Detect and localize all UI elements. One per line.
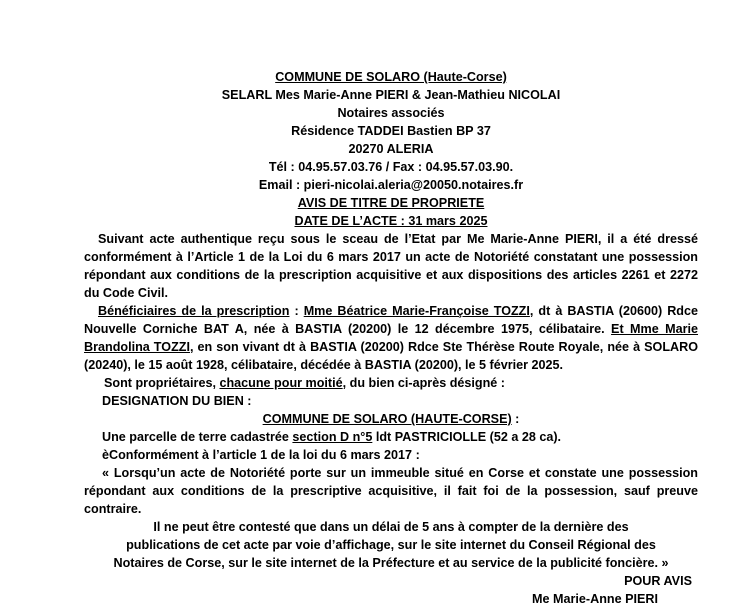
commune-heading: COMMUNE DE SOLARO (Haute-Corse) [275,70,507,84]
legal-notice [84,68,698,608]
beneficiaries-paragraph [84,302,698,374]
beneficiary-2-name: Et Mme Marie Brandolina TOZZI [84,322,699,354]
firm-email: Email : pieri-nicolai.aleria@20050.notaires.fr [258,178,524,192]
commune-designation: COMMUNE DE SOLARO (HAUTE-CORSE) : [262,412,520,426]
owners-line: Sont propriétaires, chacune pour moitié, du bien ci-après désigné : [104,376,505,390]
act-date: DATE DE L’ACTE : 31 mars 2025 [294,214,488,228]
parcel-line: Une parcelle de terre cadastrée section D n°5 ldt PASTRICIOLLE (52 a 28 ca). [102,430,562,444]
quote-paragraph: « Lorsqu’un acte de Notoriété porte sur un immeuble situé en Corse et constate une possession répondant aux conditions de la prescriptive acquisitive, il fait foi de la possession, sauf preuve contraire. [84,466,698,516]
contest-line-3: Notaires de Corse, sur le site internet de la Préfecture et au service de la publicité foncière. » [113,556,669,570]
beneficiary-1-name: Mme Béatrice Marie-Françoise TOZZI [303,304,530,318]
notice-header [84,68,698,230]
firm-name: SELARL Mes Marie-Anne PIERI & Jean-Mathieu NICOLAI [221,88,561,102]
commune-designation-name: COMMUNE DE SOLARO (HAUTE-CORSE) [262,412,512,426]
pour-avis: POUR AVIS [624,574,692,588]
signatory: Me Marie-Anne PIERI [532,592,658,606]
firm-phone: Tél : 04.95.57.03.76 / Fax : 04.95.57.03.90. [268,160,514,174]
contest-line-2: publications de cet acte par voie d’affichage, sur le site internet du Conseil Régional des [126,538,656,552]
conformity-line: èConformément à l’article 1 de la loi du 6 mars 2017 : [102,448,420,462]
intro-paragraph: Suivant acte authentique reçu sous le sceau de l’Etat par Me Marie-Anne PIERI, il a été dressé conformément à l’Article 1 de la Loi du 6 mars 2017 un acte de Notoriété constatant une possession répondant aux conditions de la prescription acquisitive et aux dispositions des articles 2261 et 2272 du Code Civil. [84,232,698,300]
notice-title: AVIS DE TITRE DE PROPRIETE [297,196,485,210]
beneficiary-1-details: , dt à BASTIA (20600) Rdce Nouvelle Corniche BAT A, née à BASTIA (20200) le 12 décembre 1975, célibataire. [84,304,698,336]
beneficiaries-sep: : [289,304,304,318]
designation-heading: DESIGNATION DU BIEN : [102,394,252,408]
owners-share: chacune pour moitié [219,376,343,390]
parcel-section: section D n°5 [292,430,373,444]
firm-postal: 20270 ALERIA [348,142,434,156]
beneficiary-2-details: , en son vivant dt à BASTIA (20200) Rdce Ste Thérèse Route Royale, née à SOLARO (20240), le 15 août 1928, célibataire, décédée à BASTIA (20200), le 5 février 2025. [84,340,698,372]
contest-line-1: Il ne peut être contesté que dans un délai de 5 ans à compter de la dernière des [153,520,629,534]
firm-address: Résidence TADDEI Bastien BP 37 [291,124,491,138]
firm-role: Notaires associés [337,106,445,120]
beneficiaries-label: Bénéficiaires de la prescription [98,304,290,318]
